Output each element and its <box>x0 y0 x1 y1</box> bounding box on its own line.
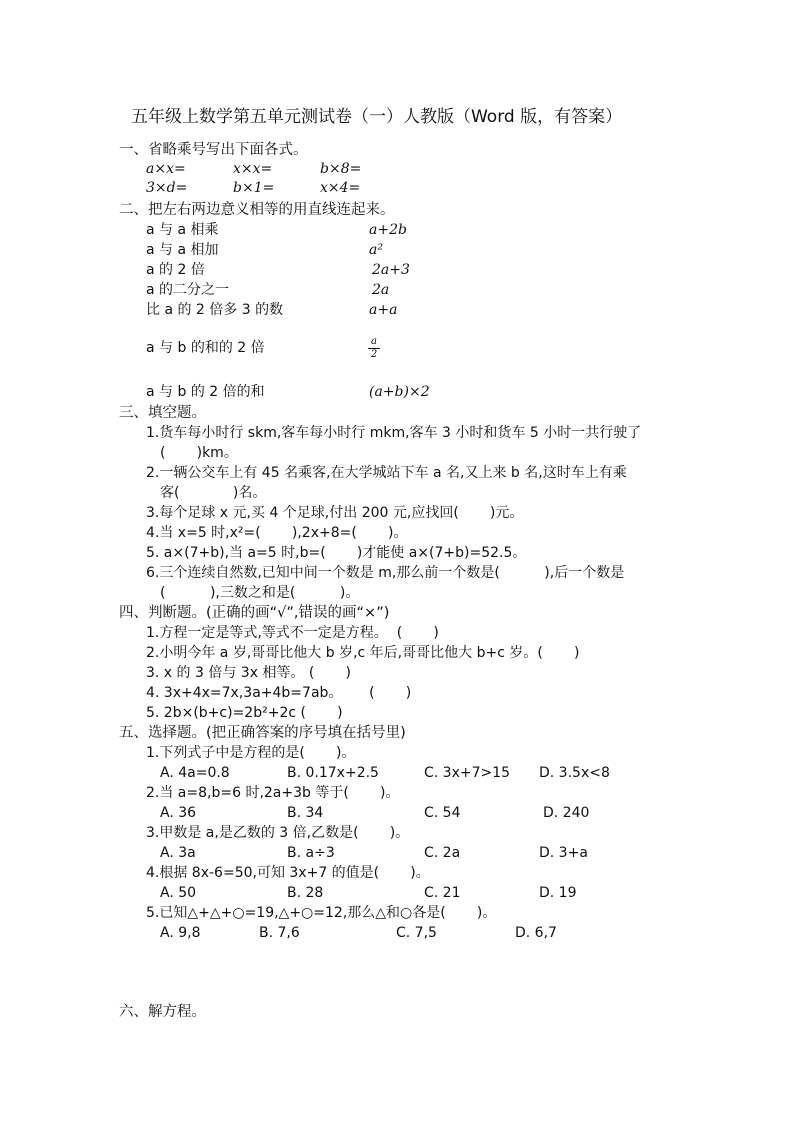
s2-left-3: a 的 2 倍 <box>146 262 205 278</box>
s5-q5: 5.已知△+△+○=19,△+○=12,那么△和○各是( )。 <box>146 905 497 921</box>
s3-line-8: 6.三个连续自然数,已知中间一个数是 m,那么前一个数是( ),后一个数是 <box>146 565 625 581</box>
s1-r1-c3: b×8= <box>320 161 362 177</box>
s1-r2-c2: b×1= <box>233 180 275 196</box>
s5-q2-opt-c: C. 54 <box>424 805 461 821</box>
s5-q3-opt-d: D. 3+a <box>539 845 588 861</box>
s3-line-4: 客( )名。 <box>160 485 267 501</box>
s5-q4: 4.根据 8x-6=50,可知 3x+7 的值是( )。 <box>146 865 430 881</box>
s2-right-4: 2a <box>372 282 390 298</box>
s2-right-5: a+a <box>369 302 398 318</box>
s3-line-9: ( ),三数之和是( )。 <box>160 585 360 601</box>
s4-line-2: 2.小明今年 a 岁,哥哥比他大 b 岁,c 年后,哥哥比他大 b+c 岁。( ) <box>146 645 580 661</box>
s4-line-1: 1.方程一定是等式,等式不一定是方程。 ( ) <box>146 625 439 641</box>
s1-r2-c1: 3×d= <box>146 180 188 196</box>
s5-q5-opt-c: C. 7,5 <box>396 925 437 941</box>
s5-q1-opt-b: B. 0.17x+2.5 <box>287 765 379 781</box>
s5-q2-opt-d: D. 240 <box>543 805 590 821</box>
section-3-heading: 三、填空题。 <box>119 405 206 421</box>
s5-q4-opt-c: C. 21 <box>424 885 461 901</box>
s5-q5-opt-b: B. 7,6 <box>259 925 300 941</box>
s3-line-7: 5. a×(7+b),当 a=5 时,b=( )才能使 a×(7+b)=52.5。 <box>146 545 527 561</box>
section-6-heading: 六、解方程。 <box>119 1004 206 1020</box>
fraction-numerator: a <box>371 336 377 347</box>
s2-left-6: a 与 b 的和的 2 倍 <box>146 340 265 356</box>
s2-right-3: 2a+3 <box>372 262 410 278</box>
s5-q1-opt-d: D. 3.5x<8 <box>539 765 610 781</box>
s5-q3-opt-b: B. a÷3 <box>287 845 335 861</box>
s5-q4-opt-b: B. 28 <box>287 885 324 901</box>
s2-right-2: a² <box>369 242 383 258</box>
s4-line-4: 4. 3x+4x=7x,3a+4b=7ab。 ( ) <box>146 685 412 701</box>
s3-line-1: 1.货车每小时行 skm,客车每小时行 mkm,客车 3 小时和货车 5 小时一共行驶了 <box>146 425 642 441</box>
s5-q3: 3.甲数是 a,是乙数的 3 倍,乙数是( )。 <box>146 825 410 841</box>
section-4-heading: 四、判断题。(正确的画“√”,错误的画“×”) <box>119 605 390 621</box>
s1-r1-c2: x×x= <box>233 161 273 177</box>
s2-right-1: a+2b <box>369 222 407 238</box>
s3-line-2: ( )km。 <box>160 445 238 461</box>
s3-line-6: 4.当 x=5 时,x²=( ),2x+8=( )。 <box>146 525 408 541</box>
s2-left-4: a 的二分之一 <box>146 282 230 298</box>
s5-q2: 2.当 a=8,b=6 时,2a+3b 等于( )。 <box>146 785 400 801</box>
s2-left-7: a 与 b 的 2 倍的和 <box>146 384 265 400</box>
fraction-denominator: 2 <box>370 349 378 360</box>
s5-q5-opt-d: D. 6,7 <box>515 925 557 941</box>
s3-line-5: 3.每个足球 x 元,买 4 个足球,付出 200 元,应找回( )元。 <box>146 505 524 521</box>
s1-r2-c3: x×4= <box>320 180 361 196</box>
section-2-heading: 二、把左右两边意义相等的用直线连起来。 <box>119 202 395 218</box>
s5-q2-opt-a: A. 36 <box>160 805 197 821</box>
s4-line-5: 5. 2b×(b+c)=2b²+2c ( ) <box>146 705 343 721</box>
s5-q5-opt-a: A. 9,8 <box>160 925 201 941</box>
section-5-heading: 五、选择题。(把正确答案的序号填在括号里) <box>119 725 406 741</box>
s5-q4-opt-d: D. 19 <box>539 885 577 901</box>
s3-line-3: 2.一辆公交车上有 45 名乘客,在大学城站下车 a 名,又上来 b 名,这时车上有乘 <box>146 465 627 481</box>
page-title: 五年级上数学第五单元测试卷（一）人教版（Word 版，有答案） <box>131 107 623 127</box>
s2-left-5: 比 a 的 2 倍多 3 的数 <box>146 302 284 318</box>
s4-line-3: 3. x 的 3 倍与 3x 相等。 ( ) <box>146 665 351 681</box>
s5-q1-opt-a: A. 4a=0.8 <box>160 765 230 781</box>
s5-q4-opt-a: A. 50 <box>160 885 197 901</box>
s2-left-1: a 与 a 相乘 <box>146 222 219 238</box>
s2-left-2: a 与 a 相加 <box>146 242 219 258</box>
section-1-heading: 一、省略乘号写出下面各式。 <box>119 142 308 158</box>
s5-q3-opt-a: A. 3a <box>160 845 196 861</box>
s5-q1: 1.下列式子中是方程的是( )。 <box>146 745 356 761</box>
s2-right-6-fraction <box>368 337 380 360</box>
s1-r1-c1: a×x= <box>146 161 186 177</box>
s2-right-7: (a+b)×2 <box>369 384 430 400</box>
s5-q1-opt-c: C. 3x+7>15 <box>424 765 511 781</box>
s5-q3-opt-c: C. 2a <box>424 845 461 861</box>
s5-q2-opt-b: B. 34 <box>287 805 324 821</box>
